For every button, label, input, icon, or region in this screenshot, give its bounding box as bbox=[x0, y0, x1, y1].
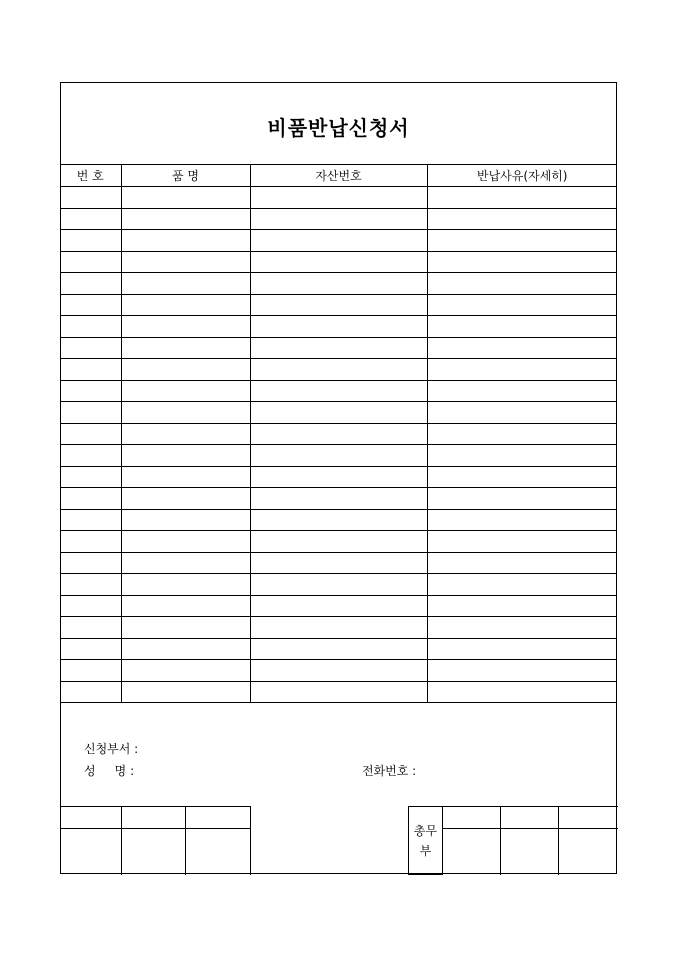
table-row bbox=[60, 273, 617, 295]
cell-asset-number[interactable] bbox=[250, 681, 427, 703]
cell-item-name[interactable] bbox=[121, 638, 250, 660]
cell-no[interactable] bbox=[60, 681, 121, 703]
approval-cell[interactable] bbox=[501, 829, 559, 875]
cell-no[interactable] bbox=[60, 273, 121, 295]
items-table bbox=[60, 164, 617, 703]
cell-item-name[interactable] bbox=[121, 466, 250, 488]
cell-asset-number[interactable] bbox=[250, 359, 427, 381]
approval-cell[interactable] bbox=[559, 807, 618, 829]
table-row bbox=[60, 187, 617, 209]
cell-item-name[interactable] bbox=[121, 359, 250, 381]
cell-return-reason[interactable] bbox=[427, 187, 617, 209]
approval-cell[interactable] bbox=[121, 829, 185, 875]
page-title: 비품반납신청서 bbox=[267, 116, 410, 140]
cell-return-reason[interactable] bbox=[427, 294, 617, 316]
cell-asset-number[interactable] bbox=[250, 380, 427, 402]
table-row bbox=[60, 617, 617, 639]
table-row bbox=[60, 294, 617, 316]
cell-no[interactable] bbox=[60, 402, 121, 424]
cell-return-reason[interactable] bbox=[427, 617, 617, 639]
approval-dept-line1: 총무 bbox=[413, 823, 438, 838]
cell-item-name[interactable] bbox=[121, 595, 250, 617]
cell-asset-number[interactable] bbox=[250, 423, 427, 445]
cell-no[interactable] bbox=[60, 230, 121, 252]
cell-return-reason[interactable] bbox=[427, 466, 617, 488]
cell-item-name[interactable] bbox=[121, 660, 250, 682]
table-row bbox=[60, 509, 617, 531]
table-row bbox=[60, 574, 617, 596]
cell-no[interactable] bbox=[60, 466, 121, 488]
cell-item-name[interactable] bbox=[121, 337, 250, 359]
cell-item-name[interactable] bbox=[121, 273, 250, 295]
cell-item-name[interactable] bbox=[121, 208, 250, 230]
cell-asset-number[interactable] bbox=[250, 273, 427, 295]
cell-asset-number[interactable] bbox=[250, 337, 427, 359]
header-return-reason: 반납사유(자세히) bbox=[427, 165, 617, 187]
table-row bbox=[60, 337, 617, 359]
approval-cell[interactable] bbox=[185, 829, 250, 875]
cell-item-name[interactable] bbox=[121, 316, 250, 338]
cell-asset-number[interactable] bbox=[250, 574, 427, 596]
cell-no[interactable] bbox=[60, 423, 121, 445]
header-item-name: 품 명 bbox=[121, 165, 250, 187]
cell-asset-number[interactable] bbox=[250, 488, 427, 510]
cell-no[interactable] bbox=[60, 380, 121, 402]
cell-item-name[interactable] bbox=[121, 531, 250, 553]
table-row bbox=[60, 380, 617, 402]
cell-item-name[interactable] bbox=[121, 681, 250, 703]
table-row bbox=[60, 316, 617, 338]
table-row bbox=[60, 445, 617, 467]
cell-asset-number[interactable] bbox=[250, 316, 427, 338]
cell-asset-number[interactable] bbox=[250, 230, 427, 252]
cell-item-name[interactable] bbox=[121, 509, 250, 531]
approval-cell[interactable] bbox=[559, 829, 618, 875]
cell-asset-number[interactable] bbox=[250, 445, 427, 467]
cell-asset-number[interactable] bbox=[250, 660, 427, 682]
table-row bbox=[60, 488, 617, 510]
cell-item-name[interactable] bbox=[121, 402, 250, 424]
cell-return-reason[interactable] bbox=[427, 552, 617, 574]
applicant-dept-label: 신청부서 : bbox=[84, 742, 139, 756]
table-row bbox=[60, 208, 617, 230]
approval-cell[interactable] bbox=[60, 829, 121, 875]
table-row bbox=[60, 402, 617, 424]
cell-asset-number[interactable] bbox=[250, 509, 427, 531]
cell-no[interactable] bbox=[60, 617, 121, 639]
cell-return-reason[interactable] bbox=[427, 595, 617, 617]
cell-return-reason[interactable] bbox=[427, 445, 617, 467]
cell-return-reason[interactable] bbox=[427, 402, 617, 424]
cell-asset-number[interactable] bbox=[250, 187, 427, 209]
cell-no[interactable] bbox=[60, 316, 121, 338]
cell-return-reason[interactable] bbox=[427, 531, 617, 553]
cell-return-reason[interactable] bbox=[427, 359, 617, 381]
table-row bbox=[60, 466, 617, 488]
table-row bbox=[60, 230, 617, 252]
approval-cell[interactable] bbox=[121, 807, 185, 829]
table-row bbox=[60, 660, 617, 682]
cell-no[interactable] bbox=[60, 488, 121, 510]
table-row bbox=[60, 531, 617, 553]
table-row bbox=[60, 595, 617, 617]
cell-return-reason[interactable] bbox=[427, 488, 617, 510]
cell-asset-number[interactable] bbox=[250, 595, 427, 617]
cell-no[interactable] bbox=[60, 595, 121, 617]
cell-return-reason[interactable] bbox=[427, 681, 617, 703]
cell-asset-number[interactable] bbox=[250, 552, 427, 574]
cell-return-reason[interactable] bbox=[427, 316, 617, 338]
cell-item-name[interactable] bbox=[121, 380, 250, 402]
table-row bbox=[60, 359, 617, 381]
cell-item-name[interactable] bbox=[121, 294, 250, 316]
cell-return-reason[interactable] bbox=[427, 208, 617, 230]
cell-no[interactable] bbox=[60, 531, 121, 553]
cell-return-reason[interactable] bbox=[427, 509, 617, 531]
approval-cell[interactable] bbox=[60, 807, 121, 829]
cell-asset-number[interactable] bbox=[250, 251, 427, 273]
cell-item-name[interactable] bbox=[121, 552, 250, 574]
cell-asset-number[interactable] bbox=[250, 466, 427, 488]
cell-no[interactable] bbox=[60, 208, 121, 230]
approval-cell[interactable] bbox=[443, 807, 501, 829]
cell-return-reason[interactable] bbox=[427, 337, 617, 359]
approval-cell[interactable] bbox=[501, 807, 559, 829]
cell-item-name[interactable] bbox=[121, 423, 250, 445]
cell-asset-number[interactable] bbox=[250, 208, 427, 230]
cell-return-reason[interactable] bbox=[427, 638, 617, 660]
approval-box-general-affairs bbox=[408, 806, 618, 875]
cell-return-reason[interactable] bbox=[427, 574, 617, 596]
cell-no[interactable] bbox=[60, 187, 121, 209]
table-row bbox=[60, 552, 617, 574]
cell-asset-number[interactable] bbox=[250, 402, 427, 424]
header-no: 번 호 bbox=[60, 165, 121, 187]
cell-no[interactable] bbox=[60, 660, 121, 682]
cell-asset-number[interactable] bbox=[250, 294, 427, 316]
cell-no[interactable] bbox=[60, 509, 121, 531]
table-header-row bbox=[60, 165, 617, 187]
table-row bbox=[60, 681, 617, 703]
applicant-name-label: 성 명 : bbox=[84, 764, 135, 778]
header-asset-number: 자산번호 bbox=[250, 165, 427, 187]
cell-item-name[interactable] bbox=[121, 187, 250, 209]
cell-return-reason[interactable] bbox=[427, 380, 617, 402]
cell-item-name[interactable] bbox=[121, 617, 250, 639]
cell-no[interactable] bbox=[60, 251, 121, 273]
cell-asset-number[interactable] bbox=[250, 638, 427, 660]
approval-cell[interactable] bbox=[443, 829, 501, 875]
cell-item-name[interactable] bbox=[121, 445, 250, 467]
cell-return-reason[interactable] bbox=[427, 273, 617, 295]
table-row bbox=[60, 251, 617, 273]
approval-box-left bbox=[60, 806, 251, 875]
cell-no[interactable] bbox=[60, 294, 121, 316]
cell-item-name[interactable] bbox=[121, 488, 250, 510]
phone-number-label: 전화번호 : bbox=[362, 764, 417, 778]
cell-no[interactable] bbox=[60, 638, 121, 660]
cell-no[interactable] bbox=[60, 574, 121, 596]
cell-return-reason[interactable] bbox=[427, 230, 617, 252]
cell-no[interactable] bbox=[60, 359, 121, 381]
cell-return-reason[interactable] bbox=[427, 660, 617, 682]
cell-item-name[interactable] bbox=[121, 230, 250, 252]
table-row bbox=[60, 423, 617, 445]
approval-dept-label bbox=[409, 807, 443, 875]
approval-dept-line2: 부 bbox=[419, 843, 432, 858]
table-row bbox=[60, 638, 617, 660]
approval-cell[interactable] bbox=[185, 807, 250, 829]
cell-item-name[interactable] bbox=[121, 574, 250, 596]
cell-return-reason[interactable] bbox=[427, 251, 617, 273]
cell-no[interactable] bbox=[60, 337, 121, 359]
cell-return-reason[interactable] bbox=[427, 423, 617, 445]
cell-asset-number[interactable] bbox=[250, 617, 427, 639]
cell-item-name[interactable] bbox=[121, 251, 250, 273]
cell-no[interactable] bbox=[60, 552, 121, 574]
cell-asset-number[interactable] bbox=[250, 531, 427, 553]
cell-no[interactable] bbox=[60, 445, 121, 467]
